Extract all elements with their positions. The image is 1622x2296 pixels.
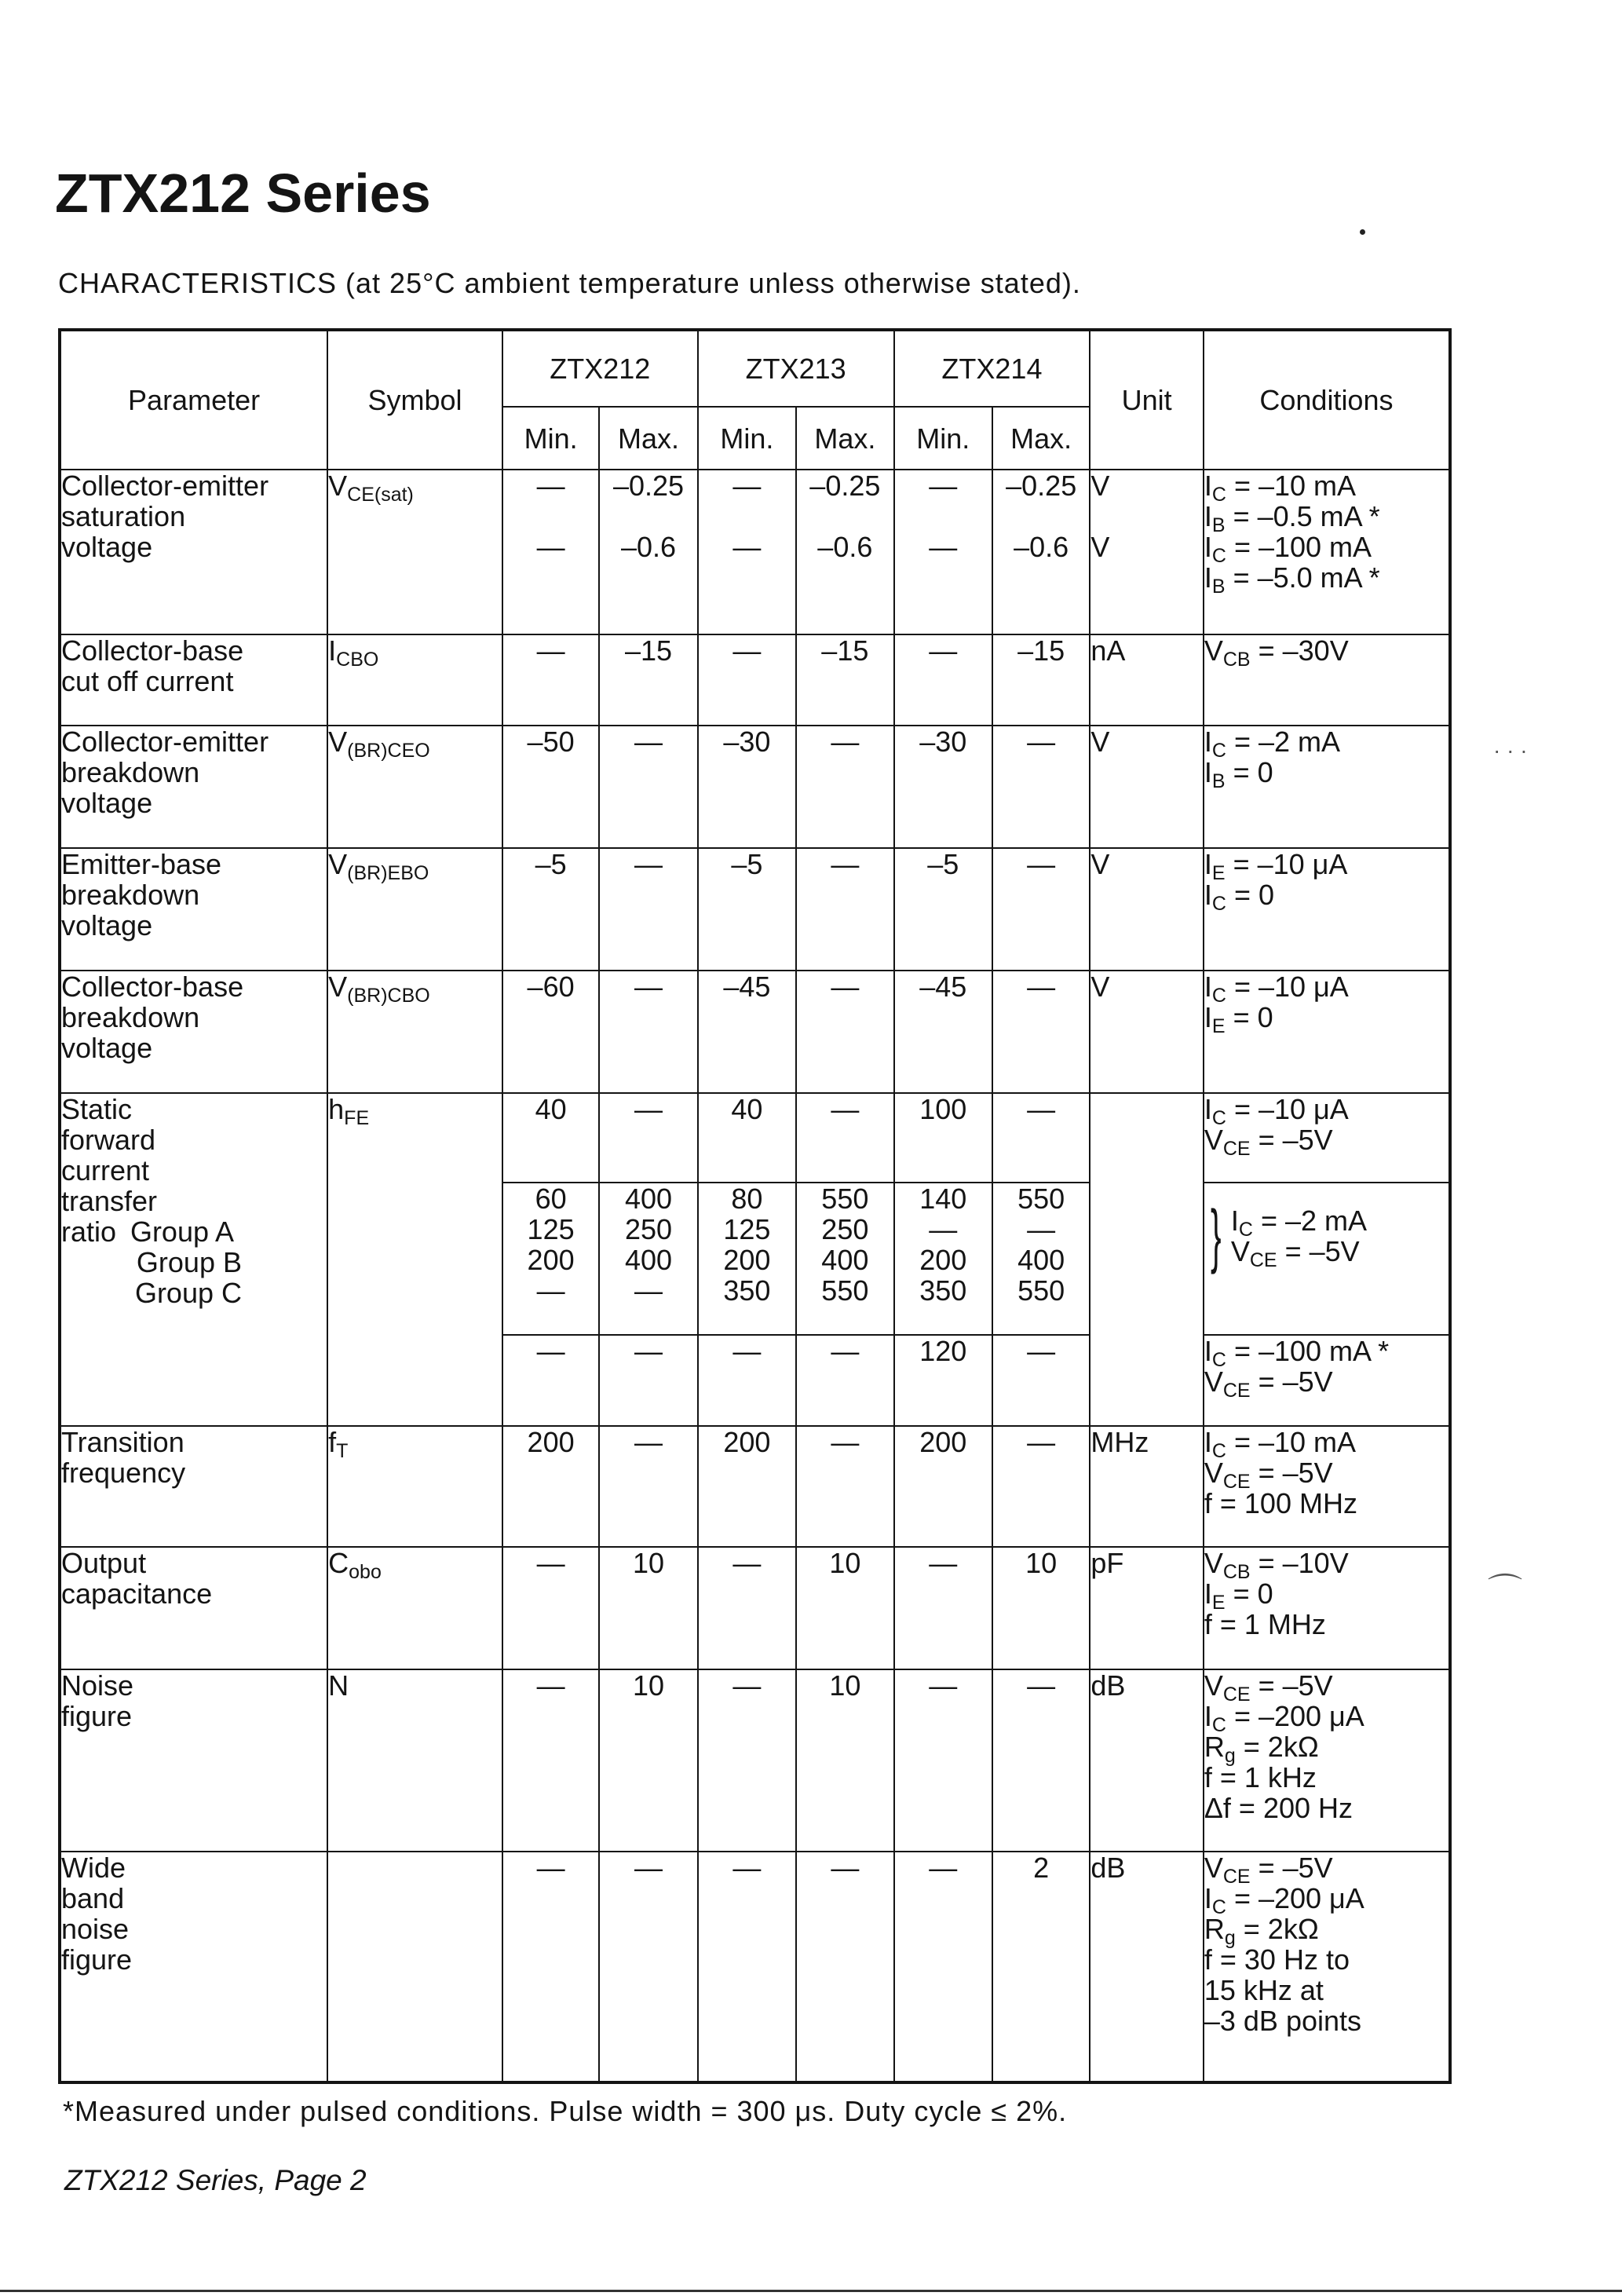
- value-cell: — —: [502, 470, 599, 634]
- value-cell: –30: [698, 726, 796, 848]
- value-cell: 10: [796, 1669, 893, 1852]
- value-cell: —: [698, 1669, 796, 1852]
- value-cell: — —: [698, 470, 796, 634]
- value-cell: –60: [502, 971, 599, 1093]
- conditions-cell: $I_C = -100$ mA * $V_{CE} = -5V$: [1204, 1335, 1450, 1426]
- header-min: Min.: [698, 407, 796, 470]
- value-cell: —: [894, 634, 992, 726]
- param-cell: Transition frequency: [60, 1426, 327, 1547]
- param-cell: Static forward current transfer ratio Group A Group B Group C: [60, 1093, 327, 1426]
- param-cell: Collector-base cut off current: [60, 634, 327, 726]
- symbol-cell: N: [327, 1669, 502, 1852]
- value-cell: –45: [894, 971, 992, 1093]
- conditions-cell: $I_C = -10$ μA $V_{CE} = -5V$: [1204, 1093, 1450, 1183]
- value-cell: —: [992, 726, 1090, 848]
- symbol-cell: $V_{(BR)CBO}$: [327, 971, 502, 1093]
- header-max: Max.: [992, 407, 1090, 470]
- value-cell: 80 125 200 350: [698, 1183, 796, 1335]
- value-cell: —: [599, 1093, 697, 1183]
- value-cell: –5: [698, 848, 796, 971]
- header-device-ztx212: ZTX212: [502, 330, 698, 407]
- value-cell: 10: [992, 1547, 1090, 1669]
- value-cell: –0.25 –0.6: [796, 470, 893, 634]
- unit-cell: V: [1090, 971, 1203, 1093]
- symbol-cell: $C_{obo}$: [327, 1547, 502, 1669]
- table-row-wideband: [60, 1852, 1450, 2082]
- header-max: Max.: [599, 407, 697, 470]
- value-cell: —: [894, 1852, 992, 2082]
- table-row-noise: [60, 1669, 1450, 1852]
- value-cell: —: [698, 634, 796, 726]
- symbol-cell: $V_{(BR)EBO}$: [327, 848, 502, 971]
- value-cell: 10: [599, 1547, 697, 1669]
- value-cell: 2: [992, 1852, 1090, 2082]
- scan-artifact: · · ·: [1493, 738, 1528, 762]
- conditions-cell: $V_{CE} = -5V$ $I_C = -200$ μA $R_g = 2k\Omega$ f = 1 kHz Δf = 200 Hz: [1204, 1669, 1450, 1852]
- characteristics-subtitle: CHARACTERISTICS (at 25°C ambient temperature unless otherwise stated).: [58, 267, 1081, 299]
- value-cell: –15: [992, 634, 1090, 726]
- value-cell: 140 — 200 350: [894, 1183, 992, 1335]
- value-cell: —: [698, 1852, 796, 2082]
- value-cell: —: [894, 1669, 992, 1852]
- value-cell: 40: [698, 1093, 796, 1183]
- param-cell: Collector-base breakdown voltage: [60, 971, 327, 1093]
- header-parameter: Parameter: [60, 330, 327, 470]
- value-cell: —: [698, 1335, 796, 1426]
- table-row-vbrceo: [60, 726, 1450, 848]
- value-cell: 550 — 400 550: [992, 1183, 1090, 1335]
- value-cell: 100: [894, 1093, 992, 1183]
- unit-cell: dB: [1090, 1852, 1203, 2082]
- unit-cell: dB: [1090, 1669, 1203, 1852]
- value-cell: —: [894, 1547, 992, 1669]
- unit-cell: V: [1090, 848, 1203, 971]
- unit-cell: MHz: [1090, 1426, 1203, 1547]
- value-cell: —: [599, 1852, 697, 2082]
- header-max: Max.: [796, 407, 893, 470]
- conditions-cell: $V_{CB} = -10V$ $I_E = 0$ f = 1 MHz: [1204, 1547, 1450, 1669]
- value-cell: —: [992, 848, 1090, 971]
- value-cell: –5: [894, 848, 992, 971]
- symbol-cell: $f_T$: [327, 1426, 502, 1547]
- value-cell: —: [502, 1335, 599, 1426]
- table-row-vcesat: [60, 470, 1450, 634]
- unit-cell: V V: [1090, 470, 1203, 634]
- value-cell: –15: [796, 634, 893, 726]
- table-row-hfe-a: [60, 1093, 1450, 1183]
- value-cell: 550 250 400 550: [796, 1183, 893, 1335]
- value-cell: —: [992, 1335, 1090, 1426]
- table-row-vbrcbo: [60, 971, 1450, 1093]
- header-min: Min.: [502, 407, 599, 470]
- param-cell: Collector-emitter saturation voltage: [60, 470, 327, 634]
- page-title: ZTX212 Series: [55, 163, 431, 224]
- value-cell: –30: [894, 726, 992, 848]
- symbol-cell: $h_{FE}$: [327, 1093, 502, 1426]
- value-cell: —: [599, 726, 697, 848]
- value-cell: —: [796, 726, 893, 848]
- table-row-cobo: [60, 1547, 1450, 1669]
- value-cell: —: [599, 1335, 697, 1426]
- value-cell: 40: [502, 1093, 599, 1183]
- header-unit: Unit: [1090, 330, 1203, 470]
- param-cell: Noise figure: [60, 1669, 327, 1852]
- value-cell: 200: [894, 1426, 992, 1547]
- bottom-rule: [0, 2290, 1622, 2292]
- unit-cell: nA: [1090, 634, 1203, 726]
- value-cell: 200: [502, 1426, 599, 1547]
- header-symbol: Symbol: [327, 330, 502, 470]
- header-device-ztx213: ZTX213: [698, 330, 894, 407]
- value-cell: — —: [894, 470, 992, 634]
- symbol-cell: $V_{(BR)CEO}$: [327, 726, 502, 848]
- brace-glyph: }: [1210, 1197, 1222, 1275]
- scan-artifact: ⌒: [1488, 1572, 1522, 1610]
- value-cell: —: [992, 1669, 1090, 1852]
- value-cell: 400 250 400 —: [599, 1183, 697, 1335]
- unit-cell: pF: [1090, 1547, 1203, 1669]
- param-cell: Wide band noise figure: [60, 1852, 327, 2082]
- header-device-ztx214: ZTX214: [894, 330, 1090, 407]
- conditions-cell: $I_C = -10$ mA $I_B = -0.5$ mA * $I_C = -100$ mA $I_B = -5.0$ mA *: [1204, 470, 1450, 634]
- table-row-vbrebo: [60, 848, 1450, 971]
- value-cell: —: [796, 1852, 893, 2082]
- value-cell: –15: [599, 634, 697, 726]
- conditions-cell: } $I_C = -2$ mA $V_{CE} = -5V$: [1204, 1183, 1450, 1335]
- conditions-cell: $I_C = -2$ mA $I_B = 0$: [1204, 726, 1450, 848]
- value-cell: —: [502, 1852, 599, 2082]
- value-cell: —: [599, 971, 697, 1093]
- symbol-cell: $V_{CE(sat)}$: [327, 470, 502, 634]
- scan-speck: [1360, 229, 1365, 235]
- value-cell: 10: [599, 1669, 697, 1852]
- value-cell: —: [796, 848, 893, 971]
- value-cell: 60 125 200 —: [502, 1183, 599, 1335]
- symbol-cell: [327, 1852, 502, 2082]
- page-footer: ZTX212 Series, Page 2: [64, 2164, 367, 2196]
- value-cell: –50: [502, 726, 599, 848]
- value-cell: —: [992, 1426, 1090, 1547]
- table-row-icbo: [60, 634, 1450, 726]
- symbol-cell: $I_{CBO}$: [327, 634, 502, 726]
- header-row: [60, 330, 1450, 407]
- value-cell: —: [796, 1426, 893, 1547]
- value-cell: —: [796, 1093, 893, 1183]
- conditions-cell: $I_E = -10$ μA $I_C = 0$: [1204, 848, 1450, 971]
- param-cell: Emitter-base breakdown voltage: [60, 848, 327, 971]
- conditions-cell: $V_{CE} = -5V$ $I_C = -200$ μA $R_g = 2k\Omega$ f = 30 Hz to 15 kHz at –3 dB points: [1204, 1852, 1450, 2082]
- value-cell: —: [502, 1547, 599, 1669]
- value-cell: —: [599, 1426, 697, 1547]
- param-cell: Output capacitance: [60, 1547, 327, 1669]
- table-row-ft: [60, 1426, 1450, 1547]
- value-cell: –45: [698, 971, 796, 1093]
- value-cell: —: [796, 971, 893, 1093]
- unit-cell: [1090, 1093, 1203, 1426]
- value-cell: —: [992, 1093, 1090, 1183]
- value-cell: —: [502, 1669, 599, 1852]
- value-cell: –5: [502, 848, 599, 971]
- value-cell: —: [599, 848, 697, 971]
- characteristics-table: [58, 328, 1452, 2084]
- unit-cell: V: [1090, 726, 1203, 848]
- header-conditions: Conditions: [1204, 330, 1450, 470]
- value-cell: —: [698, 1547, 796, 1669]
- value-cell: —: [992, 971, 1090, 1093]
- value-cell: 10: [796, 1547, 893, 1669]
- value-cell: –0.25 –0.6: [992, 470, 1090, 634]
- value-cell: —: [796, 1335, 893, 1426]
- value-cell: 120: [894, 1335, 992, 1426]
- conditions-cell: $I_C = -10$ mA $V_{CE} = -5V$ f = 100 MHz: [1204, 1426, 1450, 1547]
- pulsed-conditions-footnote: *Measured under pulsed conditions. Pulse width = 300 μs. Duty cycle ≤ 2%.: [63, 2095, 1068, 2127]
- value-cell: 200: [698, 1426, 796, 1547]
- header-min: Min.: [894, 407, 992, 470]
- conditions-cell: $V_{CB} = -30V$: [1204, 634, 1450, 726]
- conditions-cell: $I_C = -10$ μA $I_E = 0$: [1204, 971, 1450, 1093]
- value-cell: –0.25 –0.6: [599, 470, 697, 634]
- param-cell: Collector-emitter breakdown voltage: [60, 726, 327, 848]
- value-cell: —: [502, 634, 599, 726]
